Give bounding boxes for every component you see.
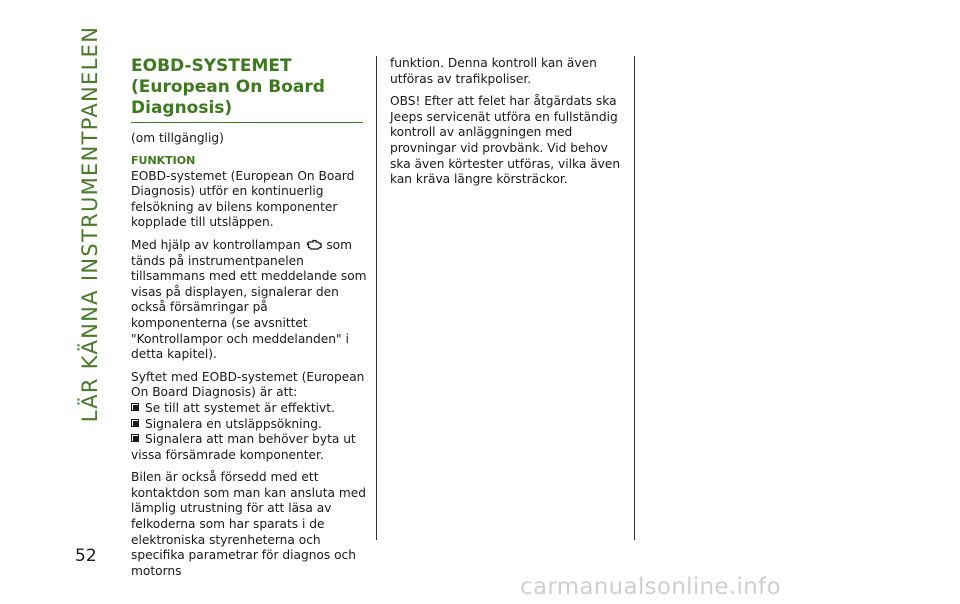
- heading-line-2: (European On Board: [131, 77, 325, 97]
- list-item: Signalera en utsläppsökning.: [131, 417, 367, 433]
- availability-note: (om tillgänglig): [131, 131, 224, 145]
- side-title: [60, 25, 120, 423]
- list-item: Signalera att man behöver byta ut vissa försämrade komponenter.: [131, 432, 356, 462]
- watermark: carmanualsonline.info: [520, 574, 781, 600]
- square-bullet-icon: [131, 419, 141, 428]
- engine-check-icon: [306, 239, 322, 251]
- square-bullet-icon: [131, 403, 141, 412]
- paragraph-note: OBS! Efter att felet har åtgärdats ska Jeeps servicenät utföra en fullständig kontroll av anläggningen med provningar vid provbänk. Vid behov ska även körtester utföras, vilka även kan kräva längre körsträckor.: [390, 94, 621, 187]
- list-item: Se till att systemet är effektivt.: [131, 401, 367, 417]
- column-right: [390, 56, 630, 195]
- paragraph-intro: EOBD-systemet (European On Board Diagnosis) utför en kontinuerlig felsökning av bilens komponenter kopplade till utsläppen.: [131, 168, 355, 230]
- column-divider-1: [376, 56, 377, 540]
- heading-line-1: EOBD-SYSTEMET: [131, 56, 292, 76]
- paragraph-warning-lamp: [131, 238, 367, 363]
- purpose-list: [131, 401, 367, 463]
- paragraph-purpose: Syftet med EOBD-systemet (European On Board Diagnosis) är att:: [131, 369, 365, 400]
- square-bullet-icon: [131, 434, 141, 443]
- warning-lamp-text-start: Med hjälp av kontrollampan: [131, 237, 301, 252]
- subheading-function: FUNKTION: [131, 153, 196, 167]
- column-divider-2: [634, 56, 635, 540]
- side-title-text: LÄR KÄNNA INSTRUMENTPANELEN: [78, 25, 102, 423]
- paragraph-continued: funktion. Denna kontroll kan även utföras av trafikpoliser.: [390, 56, 597, 86]
- column-left: [131, 56, 367, 586]
- warning-lamp-text-rest: som tänds på instrumentpanelen tillsammans med ett meddelande som visas på displayen, signalerar den också försämringar på komponenterna (se avsnittet "Kontrollampor och meddelanden" i detta kapitel).: [131, 237, 367, 362]
- heading-line-3: Diagnosis): [131, 98, 233, 118]
- section-heading: [131, 56, 363, 123]
- page-number: 52: [75, 546, 97, 566]
- paragraph-connector: Bilen är också försedd med ett kontaktdon som man kan ansluta med lämplig utrustning för att läsa av felkoderna som har sparats i de elektroniska styrenheterna och specifika parametrar för diagnos och motorns: [131, 470, 366, 578]
